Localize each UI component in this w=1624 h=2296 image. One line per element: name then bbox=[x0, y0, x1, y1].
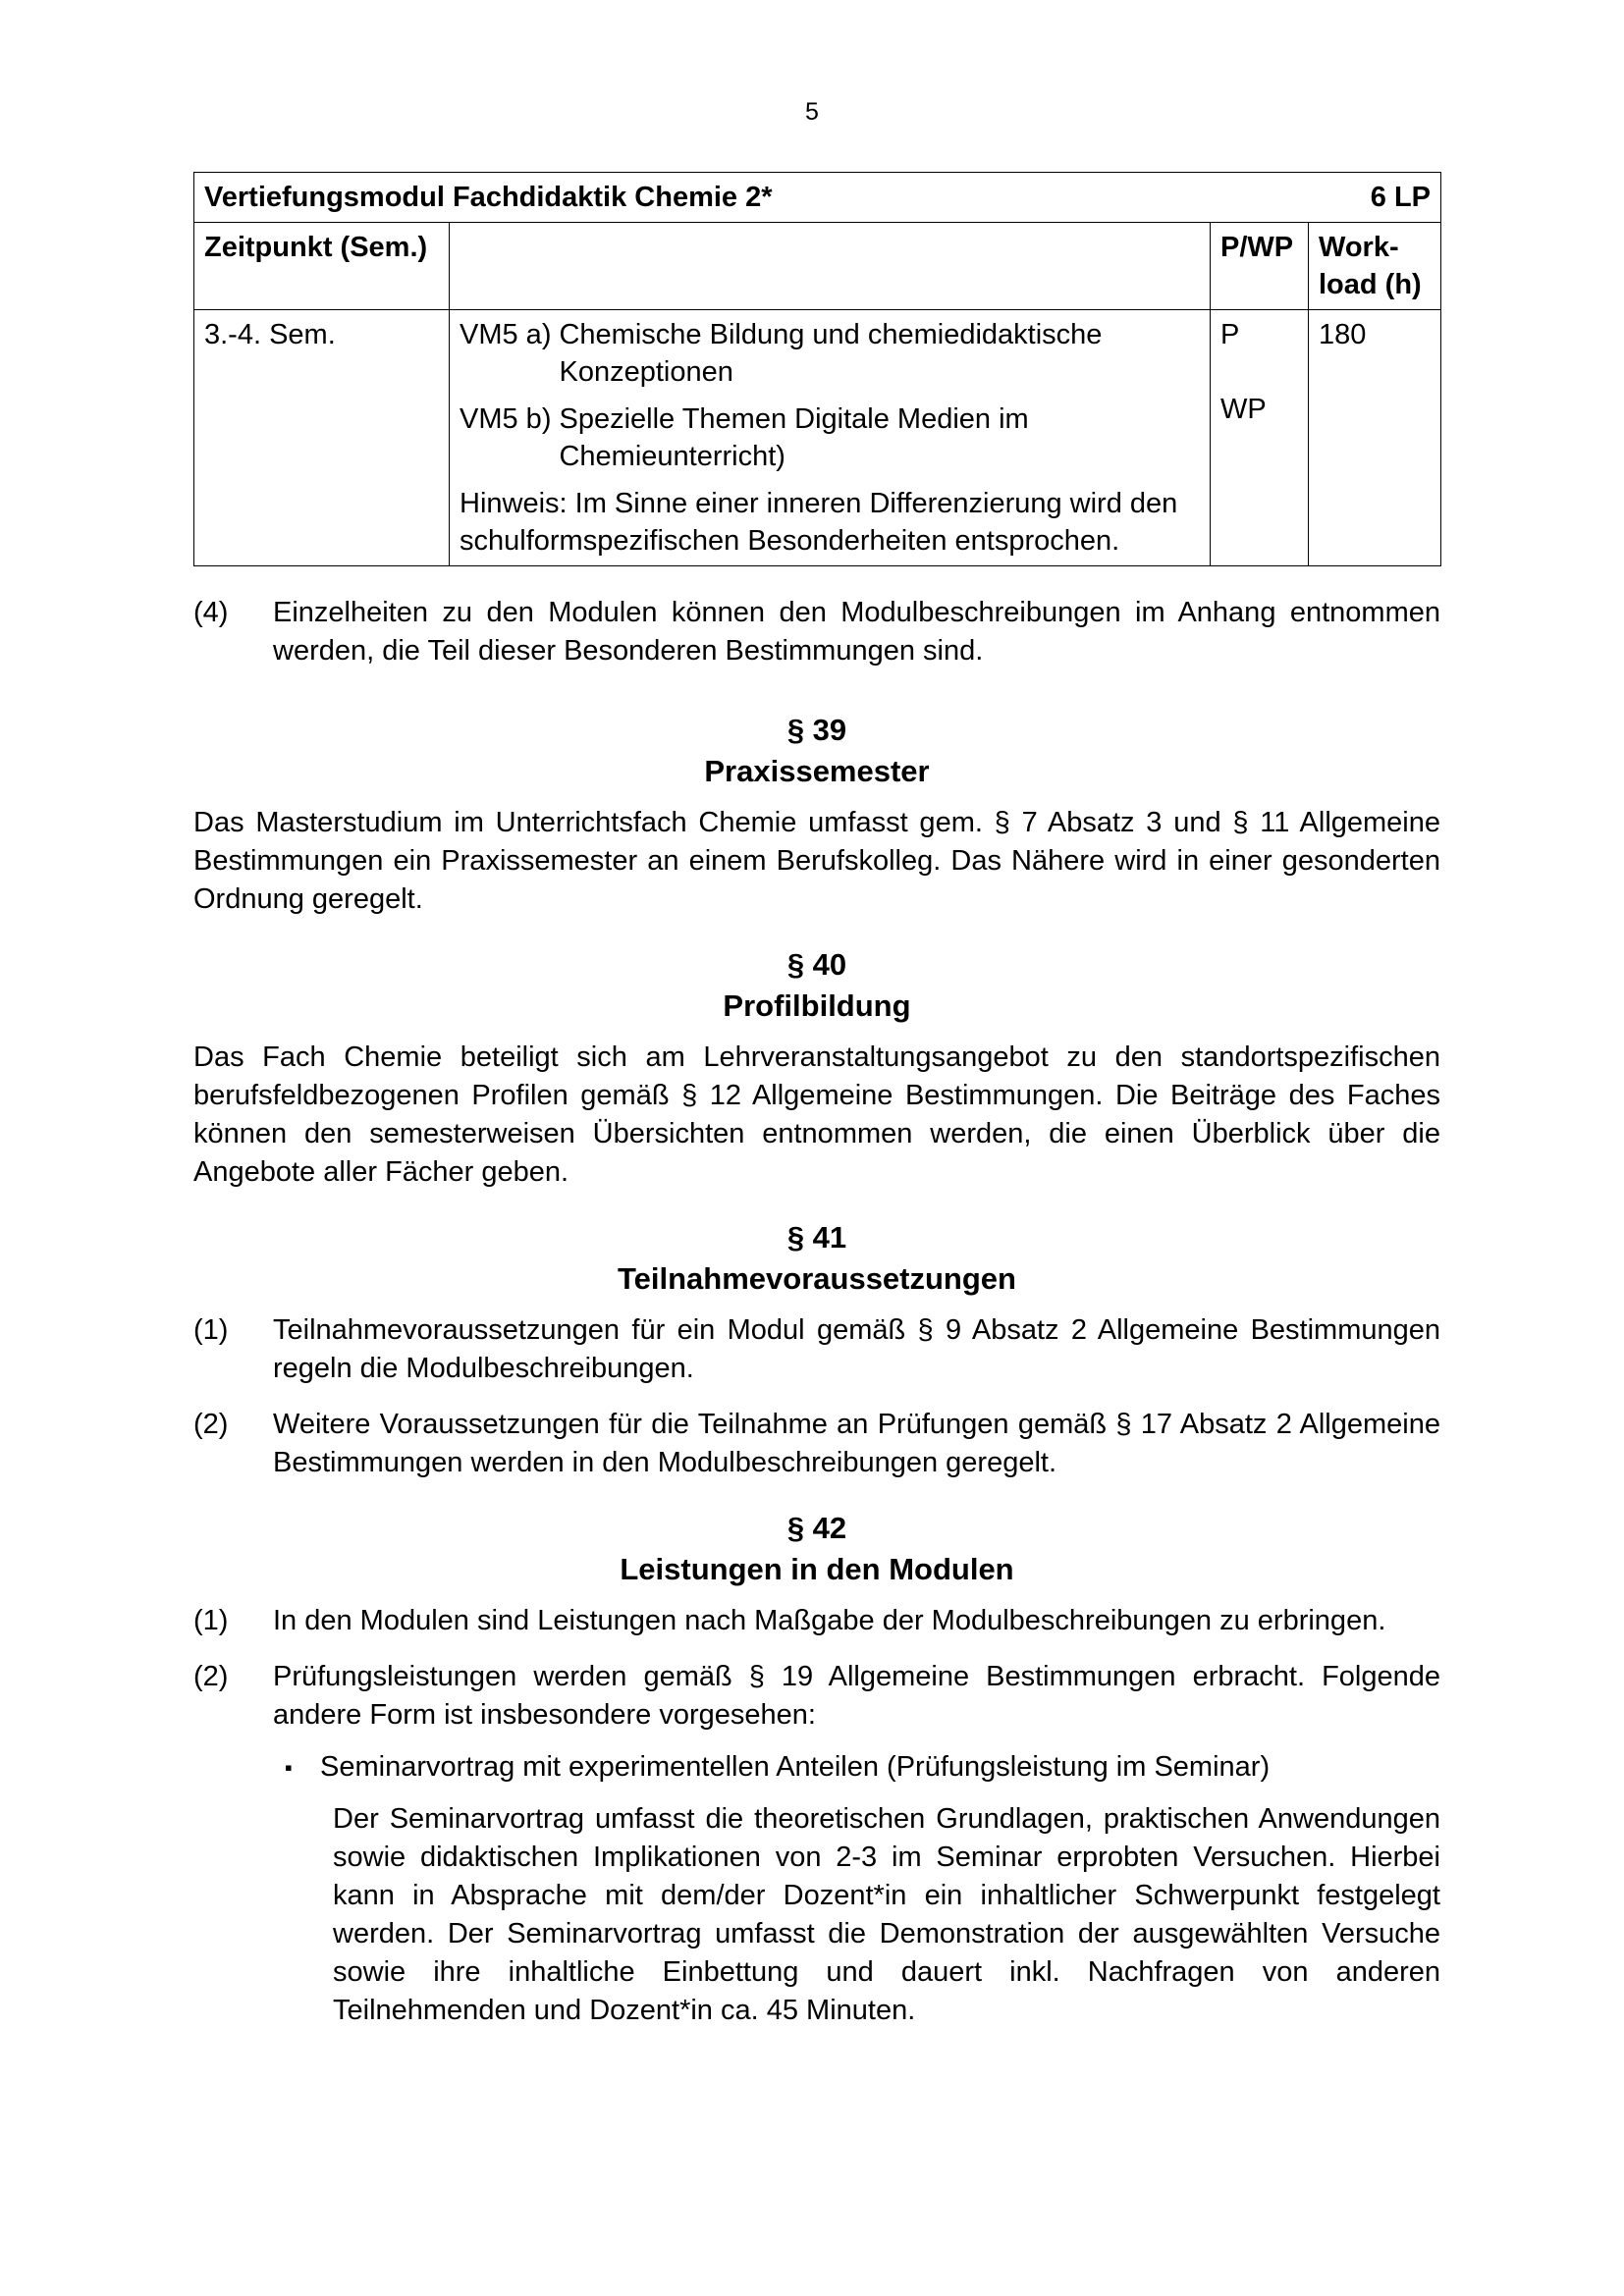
module-title: Vertiefungsmodul Fachdidaktik Chemie 2* bbox=[204, 182, 773, 213]
paragraph-text: Weitere Voraussetzungen für die Teilnahme an Prüfungen gemäß § 17 Absatz 2 Allgemeine Bestimmungen werden in den Modulbeschreibungen geregelt. bbox=[273, 1409, 1440, 1478]
section-title: Teilnahmevoraussetzungen bbox=[618, 1261, 1016, 1296]
cell-zeitpunkt: 3.-4. Sem. bbox=[194, 310, 450, 566]
cell-workload: 180 bbox=[1309, 310, 1441, 566]
paragraph-number: (1) bbox=[193, 1314, 229, 1346]
module-title-row bbox=[194, 173, 1441, 223]
header-workload: Work-load (h) bbox=[1309, 223, 1441, 310]
module-item-vm5a bbox=[460, 316, 1200, 391]
section-42-paragraph-1 bbox=[193, 1602, 1440, 1640]
paragraph-text: Einzelheiten zu den Modulen können den Modulbeschreibungen im Anhang entnommen werden, die Teil dieser Besonderen Bestimmungen sind. bbox=[273, 597, 1440, 667]
section-41-paragraph-2 bbox=[193, 1406, 1440, 1482]
module-code: VM5 a) bbox=[460, 319, 552, 350]
section-number: § 41 bbox=[786, 1220, 847, 1255]
paragraph-number: (2) bbox=[193, 1409, 229, 1440]
cell-modules bbox=[450, 310, 1211, 566]
section-39-text: Das Masterstudium im Unterrichtsfach Chemie umfasst gem. § 7 Absatz 3 und § 11 Allgemeine Bestimmungen ein Praxissemester an einem Berufskolleg. Das Nähere wird in einer gesonderten Ordnung geregelt. bbox=[193, 807, 1440, 915]
cell-pwp bbox=[1211, 310, 1309, 566]
pwp-value-b: WP bbox=[1220, 394, 1267, 425]
document-body bbox=[193, 172, 1440, 2030]
module-description: Chemische Bildung und chemiedidaktische Konzeptionen bbox=[559, 319, 1103, 388]
module-table bbox=[193, 172, 1441, 566]
section-number: § 40 bbox=[786, 947, 847, 982]
header-zeitpunkt: Zeitpunkt (Sem.) bbox=[194, 223, 450, 310]
bullet-list bbox=[273, 1748, 1440, 1787]
section-39-heading bbox=[193, 710, 1440, 792]
section-42-paragraph-2 bbox=[193, 1658, 1440, 1735]
paragraph-number: (2) bbox=[193, 1661, 229, 1692]
module-title-cell bbox=[194, 173, 1441, 223]
paragraph-text: Teilnahmevoraussetzungen für ein Modul gemäß § 9 Absatz 2 Allgemeine Bestimmungen regeln die Modulbeschreibungen. bbox=[273, 1314, 1440, 1384]
section-number: § 39 bbox=[786, 713, 847, 747]
pwp-value-a: P bbox=[1220, 319, 1240, 350]
list-item bbox=[273, 1748, 1440, 1787]
section-title: Leistungen in den Modulen bbox=[620, 1552, 1014, 1586]
paragraph-text: In den Modulen sind Leistungen nach Maßgabe der Modulbeschreibungen zu erbringen. bbox=[273, 1605, 1386, 1636]
paragraph-number: (4) bbox=[193, 597, 229, 628]
section-41-paragraph-1 bbox=[193, 1311, 1440, 1388]
paragraph-4 bbox=[193, 594, 1440, 670]
section-title: Praxissemester bbox=[704, 754, 930, 788]
header-empty bbox=[450, 223, 1211, 310]
section-42-heading bbox=[193, 1508, 1440, 1590]
section-40-heading bbox=[193, 944, 1440, 1027]
module-description: Spezielle Themen Digitale Medien im Chemieunterricht) bbox=[559, 403, 1029, 472]
table-header-row bbox=[194, 223, 1441, 310]
paragraph-number: (1) bbox=[193, 1605, 229, 1636]
paragraph-text: Prüfungsleistungen werden gemäß § 19 Allgemeine Bestimmungen erbracht. Folgende andere Form ist insbesondere vorgesehen: bbox=[273, 1661, 1440, 1731]
module-hint: Hinweis: Im Sinne einer inneren Differenzierung wird den schulformspezifischen Besonderheiten entsprochen. bbox=[460, 488, 1178, 557]
section-40-text: Das Fach Chemie beteiligt sich am Lehrveranstaltungsangebot zu den standortspezifischen berufsfeldbezogenen Profilen gemäß § 12 Allgemeine Bestimmungen. Die Beiträge des Faches können den semesterweisen Übersichten entnommen werden, die einen Überblick über die Angebote aller Fächer geben. bbox=[193, 1041, 1440, 1188]
section-41-heading bbox=[193, 1217, 1440, 1300]
module-credit-points: 6 LP bbox=[1370, 182, 1432, 213]
module-code: VM5 b) bbox=[460, 403, 552, 435]
module-item-vm5b bbox=[460, 400, 1200, 475]
section-title: Profilbildung bbox=[723, 988, 911, 1023]
bullet-square-icon: ▪ bbox=[285, 1755, 293, 1780]
table-row bbox=[194, 310, 1441, 566]
bullet-description: Der Seminarvortrag umfasst die theoretischen Grundlagen, praktischen Anwendungen sowie didaktischen Implikationen von 2-3 im Seminar erprobten Versuchen. Hierbei kann in Absprache mit dem/der Dozent*in ein inhaltlicher Schwerpunkt festgelegt werden. Der Seminarvortrag umfasst die Demonstration der ausgewählten Versuche sowie ihre inhaltliche Einbettung und dauert inkl. Nachfragen von anderen Teilnehmenden und Dozent*in ca. 45 Minuten. bbox=[333, 1803, 1440, 2026]
section-number: § 42 bbox=[786, 1511, 847, 1545]
header-pwp: P/WP bbox=[1211, 223, 1309, 310]
bullet-text: Seminarvortrag mit experimentellen Anteilen (Prüfungsleistung im Seminar) bbox=[320, 1751, 1271, 1783]
page-number: 5 bbox=[805, 98, 819, 126]
